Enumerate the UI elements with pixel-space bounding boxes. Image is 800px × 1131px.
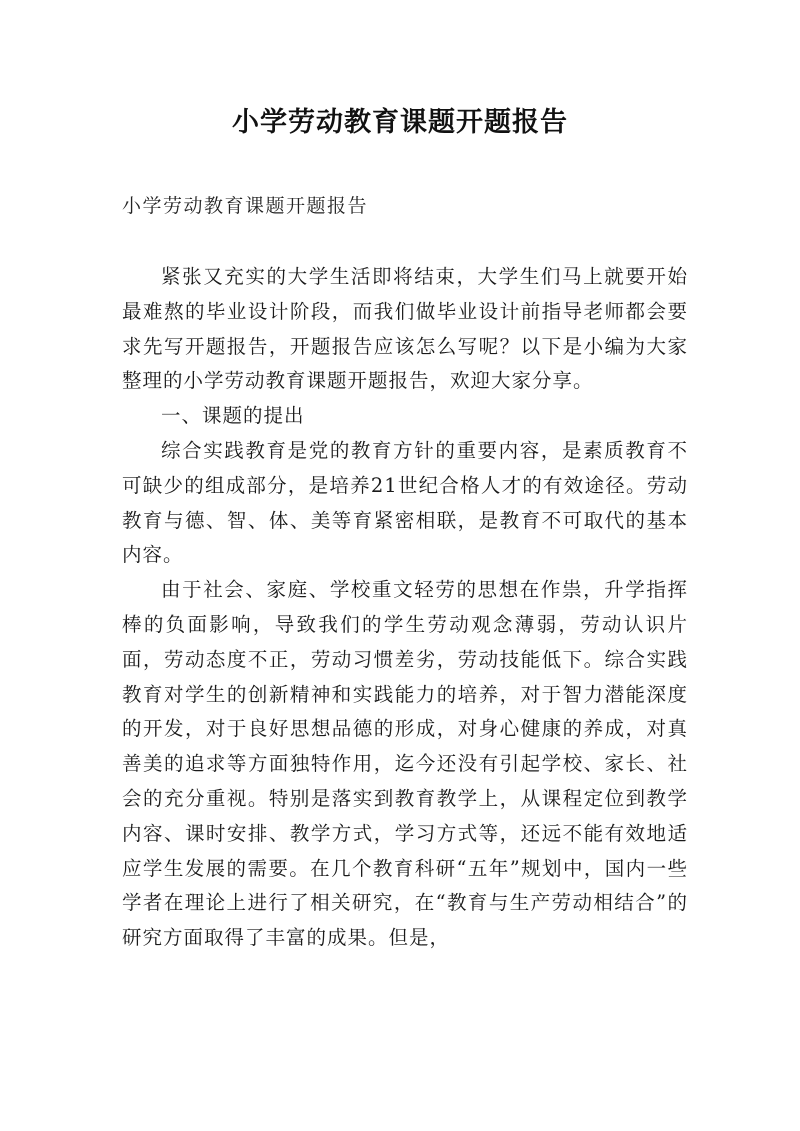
document-body [122, 260, 688, 956]
body-paragraph: 综合实践教育是党的教育方针的重要内容，是素质教育不可缺少的组成部分，是培养21世纪合格人才的有效途径。劳动教育与德、智、体、美等育紧密相联，是教育不可取代的基本内容。 [122, 438, 688, 567]
document-subtitle: 小学劳动教育课题开题报告 [122, 195, 369, 217]
body-paragraph: 由于社会、家庭、学校重文轻劳的思想在作祟，升学指挥棒的负面影响，导致我们的学生劳动观念薄弱，劳动认识片面，劳动态度不正，劳动习惯差劣，劳动技能低下。综合实践教育对学生的创新精神和实践能力的培养，对于智力潜能深度的开发，对于良好思想品德的形成，对身心健康的养成，对真善美的追求等方面独特作用，迄今还没有引起学校、家长、社会的充分重视。特别是落实到教育教学上，从课程定位到教学内容、课时安排、教学方式，学习方式等，还远不能有效地适应学生发展的需要。在几个教育科研“五年”规划中，国内一些学者在理论上进行了相关研究，在“教育与生产劳动相结合”的研究方面取得了丰富的成果。但是， [122, 578, 688, 950]
document-title: 小学劳动教育课题开题报告 [232, 107, 568, 138]
section-heading: 一、课题的提出 [161, 404, 305, 428]
intro-paragraph: 紧张又充实的大学生活即将结束，大学生们马上就要开始最难熬的毕业设计阶段，而我们做毕业设计前指导老师都会要求先写开题报告，开题报告应该怎么写呢？以下是小编为大家整理的小学劳动教育课题开题报告，欢迎大家分享。 [122, 265, 688, 393]
